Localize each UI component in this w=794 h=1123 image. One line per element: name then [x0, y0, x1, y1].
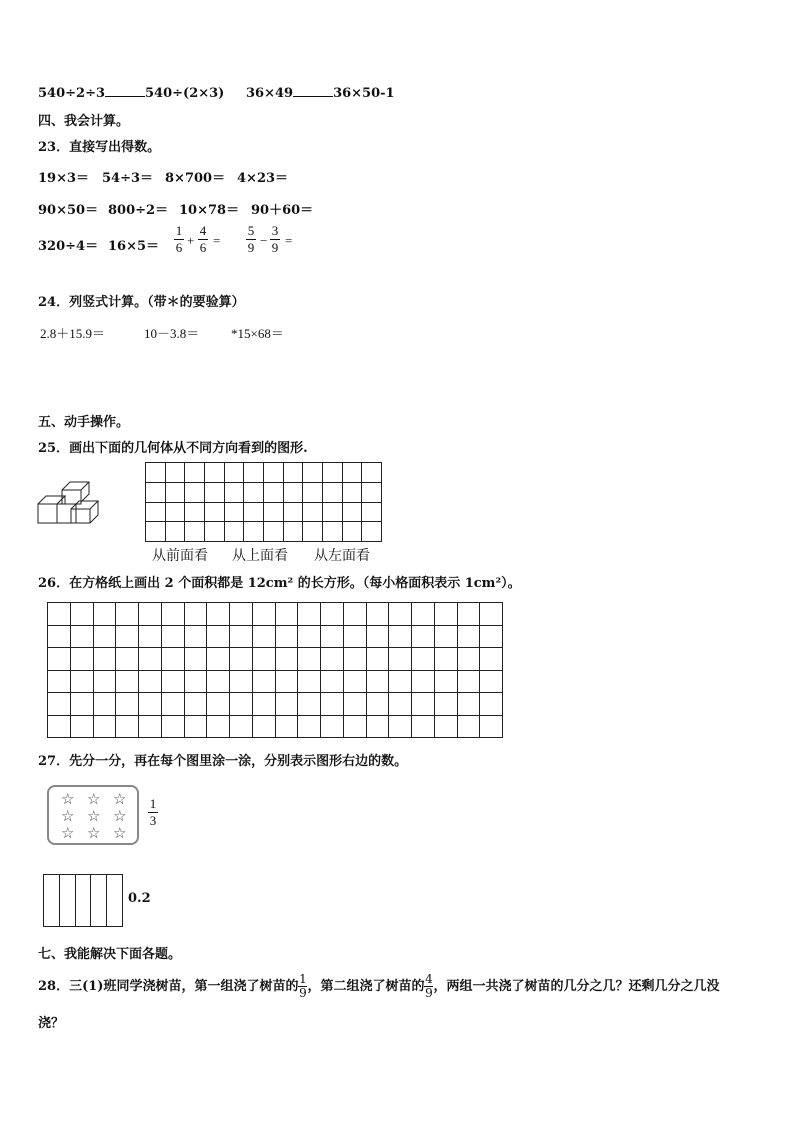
q26-title: 26．在方格纸上画出 2 个面积都是 12cm² 的长方形。（每小格面积表示 1cm²）。: [38, 576, 521, 591]
frac-num: 3: [271, 223, 279, 238]
frac-den: 6: [199, 240, 207, 255]
compare-a-blank[interactable]: [105, 84, 145, 97]
compare-a-left: 540÷2÷3: [38, 86, 106, 101]
q25-grid[interactable]: [145, 462, 382, 542]
q23-r2-2: 800÷2＝: [108, 203, 169, 218]
q28-line1: [38, 973, 719, 1000]
q23-frac2-op: −: [260, 233, 268, 248]
q23-frac2-eq: =: [285, 233, 293, 248]
compare-b-left: 36×49: [246, 86, 294, 101]
section5-title: 五、动手操作。: [38, 415, 130, 430]
q23-frac1-op: +: [187, 233, 195, 248]
q23-r1-4: 4×23＝: [237, 171, 289, 186]
q25-caption-front: 从前面看: [152, 549, 208, 564]
star-icon: ☆: [61, 790, 75, 808]
compare-a-right: 540÷(2×3): [145, 86, 225, 101]
frac-den: 9: [247, 240, 255, 255]
compare-line: [38, 84, 224, 101]
compare-b-blank[interactable]: [293, 84, 333, 97]
q25-caption-left: 从左面看: [314, 549, 370, 564]
q23-r1-2: 54÷3＝: [102, 171, 154, 186]
q25-caption-top: 从上面看: [232, 549, 288, 564]
q26-grid[interactable]: [47, 602, 503, 738]
compare-b: [246, 84, 395, 101]
q23-r2-1: 90×50＝: [38, 203, 99, 218]
q23-r1-3: 8×700＝: [165, 171, 226, 186]
frac-den: 9: [425, 986, 433, 1000]
star-icon: ☆: [113, 807, 127, 825]
strip-figure[interactable]: [43, 874, 123, 927]
q23-frac2-a: [246, 224, 256, 255]
q23-frac2-b: [270, 224, 280, 255]
star-icon: ☆: [61, 824, 75, 842]
q23-frac1-a: [174, 224, 184, 255]
q24-title: 24．列竖式计算。（带＊的要验算）: [38, 295, 245, 310]
q28-line2: 浇？: [38, 1016, 65, 1031]
q23-r2-4: 90＋60＝: [251, 203, 314, 218]
section4-title: 四、我会计算。: [38, 114, 130, 129]
frac-den: 9: [299, 986, 307, 1000]
q24-item-3: *15×68＝: [231, 326, 284, 341]
star-box[interactable]: [47, 785, 139, 845]
q27-decimal: 0.2: [128, 891, 151, 906]
q25-title: 25．画出下面的几何体从不同方向看到的图形.: [38, 441, 308, 456]
q28-part3: ，两组一共浇了树苗的几分之几？还剩几分之几没: [433, 979, 720, 994]
star-icon: ☆: [113, 824, 127, 842]
q23-r3-1: 320÷4＝: [38, 239, 99, 254]
q23-r3-2: 16×5＝: [108, 239, 160, 254]
section7-title: 七、我能解决下面各题。: [38, 947, 182, 962]
star-icon: ☆: [87, 824, 101, 842]
frac-den: 3: [149, 813, 157, 828]
q23-title: 23．直接写出得数。: [38, 140, 161, 155]
frac-den: 9: [271, 240, 279, 255]
compare-b-right: 36×50-1: [333, 86, 395, 101]
frac-num: 1: [175, 223, 183, 238]
cube-stack-figure: [36, 476, 108, 528]
star-icon: ☆: [87, 807, 101, 825]
q23-frac1-eq: =: [213, 233, 221, 248]
q23-frac1-b: [198, 224, 208, 255]
q23-r1-1: 19×3＝: [38, 171, 90, 186]
q27-title: 27．先分一分，再在每个图里涂一涂，分别表示图形右边的数。: [38, 754, 408, 769]
q28-part2: ，第二组浇了树苗的: [307, 979, 425, 994]
q27-fraction: [148, 797, 158, 828]
q24-item-2: 10－3.8＝: [144, 326, 200, 341]
star-icon: ☆: [61, 807, 75, 825]
frac-num: 1: [299, 972, 307, 986]
q24-item-1: 2.8＋15.9＝: [40, 326, 106, 341]
frac-num: 4: [425, 972, 433, 986]
q28-part1: 28．三(1)班同学浇树苗，第一组浇了树苗的: [38, 979, 299, 994]
star-icon: ☆: [113, 790, 127, 808]
frac-num: 5: [247, 223, 255, 238]
q23-r2-3: 10×78＝: [179, 203, 240, 218]
frac-num: 1: [149, 796, 157, 811]
frac-den: 6: [175, 240, 183, 255]
star-icon: ☆: [87, 790, 101, 808]
frac-num: 4: [199, 223, 207, 238]
